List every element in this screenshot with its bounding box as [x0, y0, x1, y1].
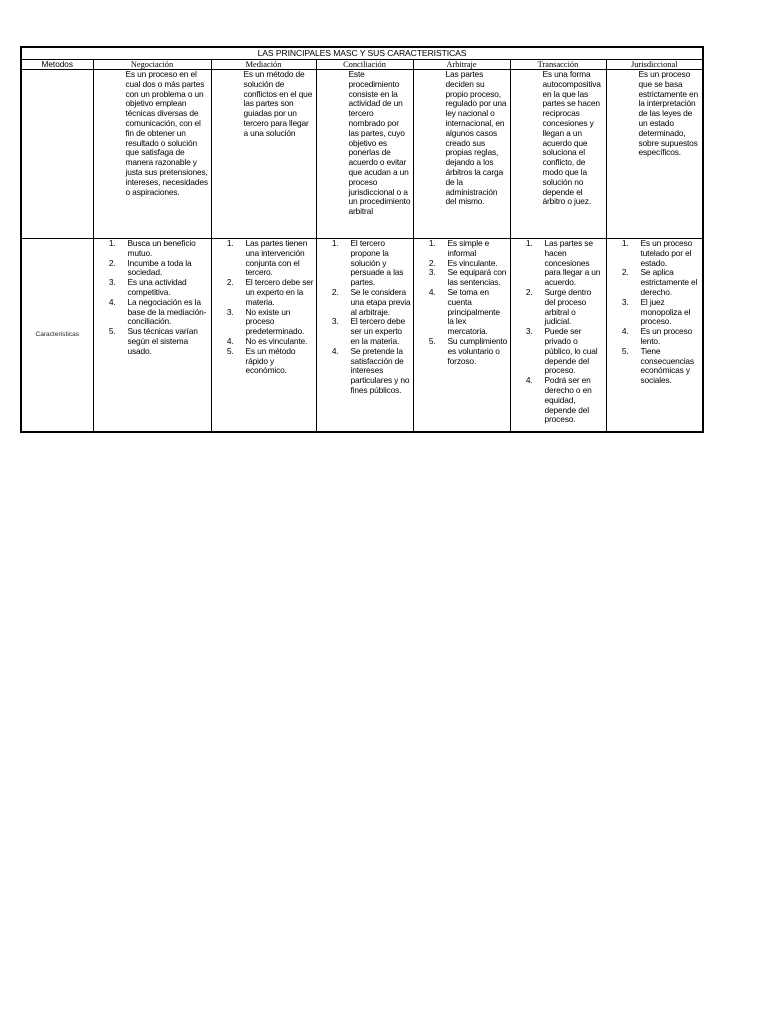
characteristic-item	[94, 259, 211, 279]
item-text: Se toma en cuenta principalmente la lex mercatoria.	[447, 286, 500, 337]
item-text: Sus técnicas varían según el sistema usado.	[127, 326, 198, 356]
characteristics-list	[607, 239, 703, 386]
item-text: El tercero debe ser un experto en la materia.	[245, 277, 314, 307]
item-number: 3.	[331, 316, 339, 327]
definition-text: Este procedimiento consiste en la actividad de un tercero nombrado por las partes, cuyo objetivo es ponerlas de acuerdo o evitar que acudan a un proceso jurisdiccional o a un procedimiento arbitral	[348, 69, 413, 217]
header-jurisdiccional: Jurisdiccional	[606, 60, 703, 70]
item-number: 1.	[525, 238, 533, 248]
definition-cell-mediacion	[211, 70, 316, 239]
item-text: El tercero propone la solución y persuade a las partes.	[350, 238, 404, 288]
item-number: 3.	[108, 277, 116, 288]
characteristic-item	[94, 239, 211, 259]
item-number: 2.	[621, 267, 629, 278]
item-number: 5.	[428, 335, 436, 346]
item-number: 3.	[621, 296, 629, 307]
characteristics-cell-transaccion	[510, 239, 606, 433]
definition-cell-negociacion	[93, 70, 211, 239]
item-number: 1.	[428, 238, 436, 248]
item-text: No es vinculante.	[245, 335, 308, 346]
characteristic-item	[317, 347, 413, 396]
characteristics-list	[94, 239, 211, 357]
header-metodos: Metodos	[21, 60, 93, 70]
characteristic-item	[212, 308, 316, 337]
characteristic-item	[414, 337, 510, 366]
item-number: 4.	[428, 286, 436, 297]
item-text: Tiene consecuencias económicas y sociales.	[640, 345, 694, 386]
characteristic-item	[212, 278, 316, 307]
item-text: Se le considera una etapa previa al arbitraje.	[350, 286, 411, 317]
item-text: Es un proceso lento.	[640, 326, 693, 346]
item-text: Es un proceso tutelado por el estado.	[640, 238, 693, 268]
characteristic-item	[94, 327, 211, 356]
item-text: Incumbe a toda la sociedad.	[127, 257, 192, 278]
characteristic-item	[511, 288, 606, 327]
masc-comparison-table	[20, 46, 704, 433]
characteristics-list	[212, 239, 316, 376]
definition-text: Las partes deciden su propio proceso, regulado por una ley nacional o internacional, en algunos casos creado sus propias reglas, dejando a los árbitros la carga de la administración del mismo.	[445, 69, 509, 207]
characteristic-item	[607, 268, 703, 297]
item-text: Busca un beneficio mutuo.	[127, 238, 196, 258]
characteristics-row	[21, 239, 703, 433]
item-text: No existe un proceso predeterminado.	[245, 306, 305, 337]
item-number: 2.	[428, 257, 436, 268]
item-text: Es una actividad competitiva.	[127, 277, 187, 297]
characteristic-item	[414, 239, 510, 259]
characteristic-item	[511, 239, 606, 288]
header-transaccion: Transacción	[510, 60, 606, 70]
characteristic-item	[607, 327, 703, 347]
item-text: Puede ser privado o público, lo cual depende del proceso.	[544, 326, 598, 376]
definition-cell-transaccion	[510, 70, 606, 239]
item-text: Se pretende la satisfacción de intereses particulares y no fines públicos.	[350, 345, 410, 395]
definition-text: Es un proceso en el cual dos o más partes con un problema o un objetivo emplean técnicas diversas de comunicación, con el fin de obtener un resultado o solución que satisfaga de manera razonable y justa sus pretensiones, intereses, necesidades o aspiraciones.	[125, 69, 211, 197]
characteristics-row-label: Caracteristicas	[21, 239, 93, 433]
characteristic-item	[212, 347, 316, 376]
item-text: El juez monopoliza el proceso.	[640, 296, 691, 327]
item-text: Podrá ser en derecho o en equidad, depende del proceso.	[544, 375, 592, 425]
item-text: Se aplica estrictamente el derecho.	[640, 267, 698, 297]
item-text: La negociación es la base de la mediación-conciliación.	[127, 296, 207, 327]
definition-cell-jurisdiccional	[606, 70, 703, 239]
item-text: Se equipará con las sentencias.	[447, 267, 507, 288]
item-number: 4.	[331, 345, 339, 356]
item-number: 3.	[525, 326, 533, 337]
characteristics-cell-mediacion	[211, 239, 316, 433]
characteristics-cell-conciliacion	[316, 239, 413, 433]
definition-text: Es un método de solución de conflictos en el que las partes son guiadas por un tercero para llegar a una solución	[243, 69, 315, 138]
item-number: 5.	[226, 345, 234, 356]
header-arbitraje: Arbitraje	[413, 60, 510, 70]
item-text: Las partes tienen una intervención conjunta con el tercero.	[245, 238, 308, 278]
characteristic-item	[607, 239, 703, 268]
item-number: 2.	[525, 286, 533, 297]
item-number: 4.	[226, 335, 234, 346]
definition-cell-conciliacion	[316, 70, 413, 239]
item-text: Las partes se hacen concesiones para llegar a un acuerdo.	[544, 238, 601, 288]
definition-text: Es un proceso que se basa estrictamente en la interpretación de las leyes de un estado determinado, sobre supuestos específicos.	[638, 69, 701, 158]
item-number: 5.	[621, 345, 629, 356]
characteristic-item	[317, 317, 413, 346]
definition-text: Es una forma autocompositiva en la que las partes se hacen reciprocas concesiones y llegan a un acuerdo que soluciona el conflicto, de modo que la solución no depende el árbitro o juez.	[542, 69, 603, 207]
item-number: 2.	[226, 277, 234, 288]
header-negociacion: Negociación	[93, 60, 211, 70]
table-title: LAS PRINCIPALES MASC Y SUS CARACTERISTICAS	[21, 47, 703, 60]
characteristic-item	[607, 298, 703, 327]
characteristic-item	[317, 239, 413, 288]
definition-cell-arbitraje	[413, 70, 510, 239]
item-number: 4.	[525, 375, 533, 386]
item-number: 4.	[621, 326, 629, 337]
characteristic-item	[511, 327, 606, 376]
item-number: 3.	[226, 306, 234, 317]
characteristics-list	[414, 239, 510, 366]
item-text: Surge dentro del proceso arbitral o judicial.	[544, 286, 592, 327]
characteristic-item	[414, 288, 510, 337]
characteristics-cell-arbitraje	[413, 239, 510, 433]
header-mediacion: Mediación	[211, 60, 316, 70]
item-text: Es un método rápido y económico.	[245, 345, 296, 376]
characteristics-list	[511, 239, 606, 425]
item-number: 1.	[108, 238, 116, 248]
item-number: 1.	[331, 238, 339, 248]
item-text: Es vinculante.	[447, 257, 498, 268]
definitions-row	[21, 70, 703, 239]
item-number: 4.	[108, 296, 116, 307]
header-row	[21, 60, 703, 70]
characteristics-list	[317, 239, 413, 396]
header-conciliacion: Conciliación	[316, 60, 413, 70]
item-text: Su cumplimiento es voluntario o forzoso.	[447, 335, 508, 366]
characteristics-cell-negociacion	[93, 239, 211, 433]
item-number: 1.	[226, 238, 234, 248]
item-number: 2.	[331, 286, 339, 297]
item-number: 2.	[108, 257, 116, 268]
characteristic-item	[317, 288, 413, 317]
definitions-row-label	[21, 70, 93, 239]
characteristic-item	[511, 376, 606, 425]
characteristic-item	[94, 298, 211, 327]
item-text: Es simple e informal	[447, 238, 490, 258]
characteristic-item	[212, 239, 316, 278]
characteristics-cell-jurisdiccional	[606, 239, 703, 433]
document-page	[20, 46, 702, 433]
item-number: 5.	[108, 326, 116, 337]
characteristic-item	[94, 278, 211, 298]
item-text: El tercero debe ser un experto en la materia.	[350, 316, 406, 346]
characteristic-item	[414, 268, 510, 288]
item-number: 3.	[428, 267, 436, 278]
characteristic-item	[607, 347, 703, 386]
item-number: 1.	[621, 238, 629, 248]
